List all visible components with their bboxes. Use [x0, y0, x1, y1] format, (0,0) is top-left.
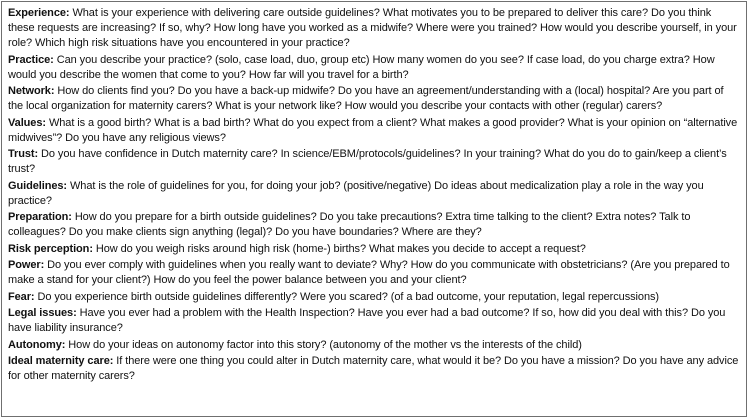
topic-questions: Do you have confidence in Dutch maternity care? In science/EBM/protocols/guidelines? In your training? What do you do to gain/keep a client’s trust? [8, 148, 727, 175]
topic-term: Fear: [8, 290, 35, 303]
topic-term: Guidelines: [8, 179, 68, 192]
topic-ideal-maternity-care [8, 354, 740, 384]
topic-autonomy [8, 338, 740, 353]
topic-preparation [8, 210, 740, 240]
topic-questions: Do you experience birth outside guidelines differently? Were you scared? (of a bad outcome, your reputation, legal repercussions) [34, 290, 660, 303]
topic-term: Network: [8, 85, 55, 97]
topic-questions: Can you describe your practice? (solo, case load, duo, group etc) How many women do you see? If case load, do you charge extra? How would you describe the women that come to you? How far will you travel for a birth? [8, 53, 715, 81]
topic-questions: Do you ever comply with guidelines when you really want to deviate? Why? How do you communicate with obstetricians? (Are you prepared to make a stand for your client?) How do you feel the power balance between you and your client? [8, 259, 730, 286]
topic-values [8, 116, 740, 146]
topic-trust [8, 147, 740, 177]
topic-questions: What is a good birth? What is a bad birth? What do you expect from a client? What makes a good provider? What is your opinion on “alternative midwives”? Do you have any religious views? [8, 116, 738, 144]
topic-term: Values: [8, 116, 46, 129]
topic-term: Ideal maternity care: [8, 355, 114, 367]
topic-questions: How do you weigh risks around high risk (home-) births? What makes you decide to accept a request? [92, 242, 586, 255]
topic-experience [8, 6, 740, 51]
topic-term: Power: [8, 259, 45, 271]
topic-questions: How do your ideas on autonomy factor into this story? (autonomy of the mother vs the interests of the child) [65, 338, 582, 351]
topic-questions: How do clients find you? Do you have a back-up midwife? Do you have an agreement/understanding with a (local) hospital? Are you part of the local organization for maternity carers? What is your network like? How would you describe your contacts with other (regular) carers? [8, 85, 724, 112]
topic-term: Trust: [8, 148, 39, 160]
topic-power [8, 258, 740, 288]
topic-guidelines [8, 179, 740, 209]
topic-network [8, 84, 740, 114]
topic-risk-perception [8, 242, 740, 257]
topic-fear [8, 290, 740, 305]
topic-legal-issues [8, 306, 740, 336]
topic-term: Autonomy: [8, 338, 66, 351]
topic-term: Legal issues: [8, 307, 77, 319]
topic-questions: What is the role of guidelines for you, for doing your job? (positive/negative) Do ideas about medicalization play a role in the way you practice? [8, 179, 704, 207]
topic-term: Experience: [8, 7, 70, 19]
topic-term: Preparation: [8, 211, 72, 223]
topic-term: Practice: [8, 53, 54, 66]
topic-practice [8, 53, 740, 83]
topic-questions: If there were one thing you could alter in Dutch maternity care, what would it be? Do you have a mission? Do you have any advice for other maternity carers? [8, 355, 739, 382]
interview-guide-box [1, 1, 747, 417]
topic-questions: What is your experience with delivering care outside guidelines? What motivates you to be prepared to deliver this care? Do you think these requests are increasing? If so, why? How long have you worked as a midwife? Where were you trained? How would you describe yourself, in your role? Which high risk situations have you encountered in your practice? [8, 7, 737, 49]
topic-term: Risk perception: [8, 242, 93, 255]
topic-questions: Have you ever had a problem with the Health Inspection? Have you ever had a bad outcome? If so, how did you deal with this? Do you have liability insurance? [8, 307, 726, 334]
topic-questions: How do you prepare for a birth outside guidelines? Do you take precautions? Extra time talking to the client? Extra notes? Talk to colleagues? Do you make clients sign anything (legal)? Do you have boundaries? Where are they? [8, 211, 691, 238]
